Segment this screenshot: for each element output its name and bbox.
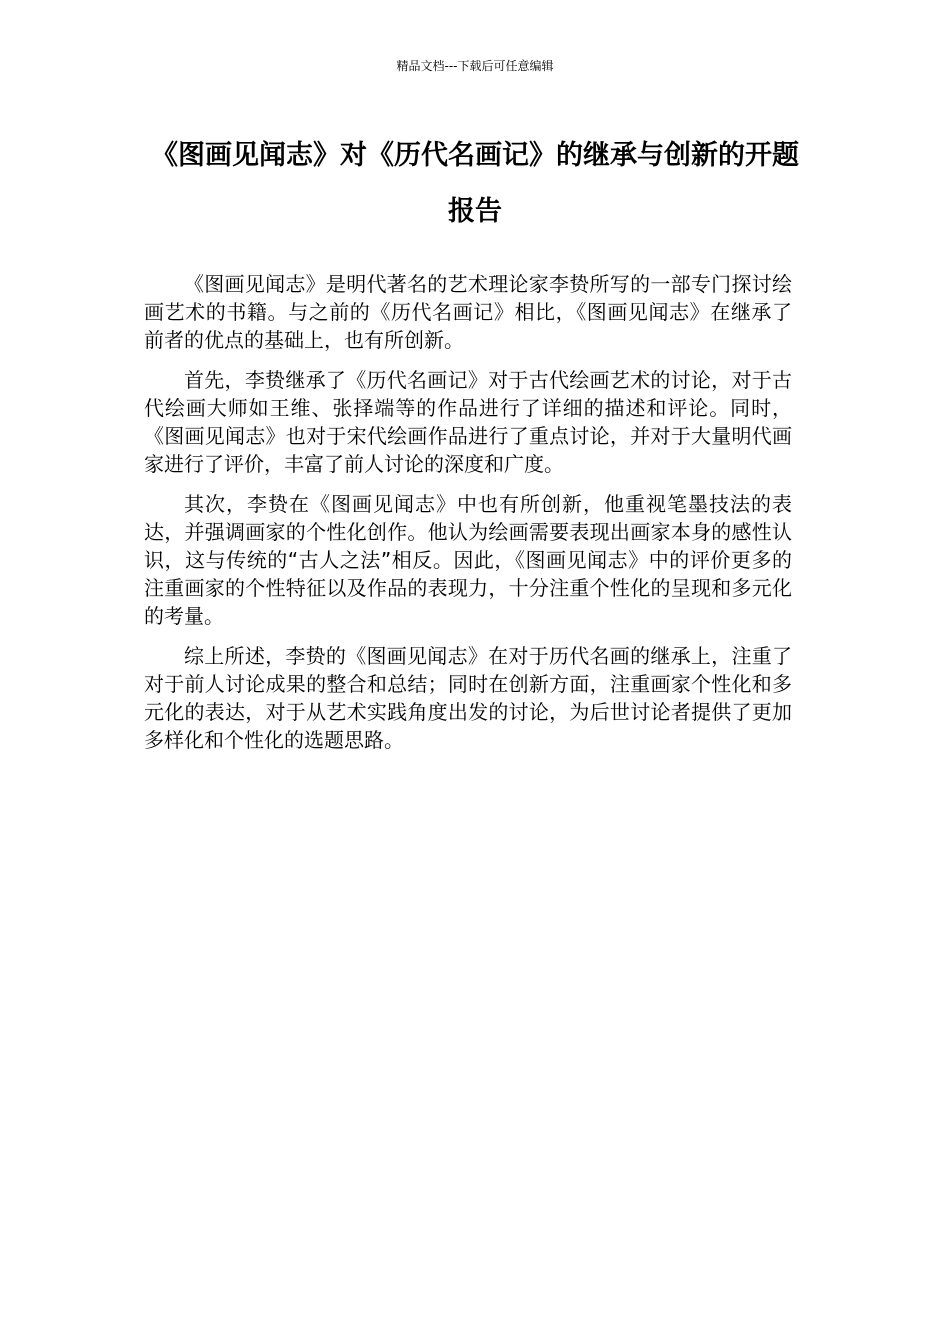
- paragraph-conclusion: 综上所述，李贽的《图画见闻志》在对于历代名画的继承上，注重了对于前人讨论成果的整合和总结；同时在创新方面，注重画家个性化和多元化的表达，对于从艺术实践角度出发的讨论，为后世讨论者提供了更加多样化和个性化的选题思路。: [144, 644, 792, 752]
- document-body: [144, 270, 792, 766]
- header-note: 精品文档---下载后可任意编辑: [396, 59, 554, 73]
- document-title: 《图画见闻志》对《历代名画记》的继承与创新的开题报告: [151, 140, 799, 227]
- paragraph-inheritance: 首先，李贽继承了《历代名画记》对于古代绘画艺术的讨论，对于古代绘画大师如王维、张择端等的作品进行了详细的描述和评论。同时，《图画见闻志》也对于宋代绘画作品进行了重点讨论，并对于大量明代画家进行了评价，丰富了前人讨论的深度和广度。: [144, 368, 792, 476]
- paragraph-innovation: 其次，李贽在《图画见闻志》中也有所创新，他重视笔墨技法的表达，并强调画家的个性化创作。他认为绘画需要表现出画家本身的感性认识，这与传统的“古人之法”相反。因此，《图画见闻志》中的评价更多的注重画家的个性特征以及作品的表现力，十分注重个性化的呈现和多元化的考量。: [144, 492, 792, 628]
- paragraph-intro: 《图画见闻志》是明代著名的艺术理论家李贽所写的一部专门探讨绘画艺术的书籍。与之前的《历代名画记》相比，《图画见闻志》在继承了前者的优点的基础上，也有所创新。: [144, 272, 792, 352]
